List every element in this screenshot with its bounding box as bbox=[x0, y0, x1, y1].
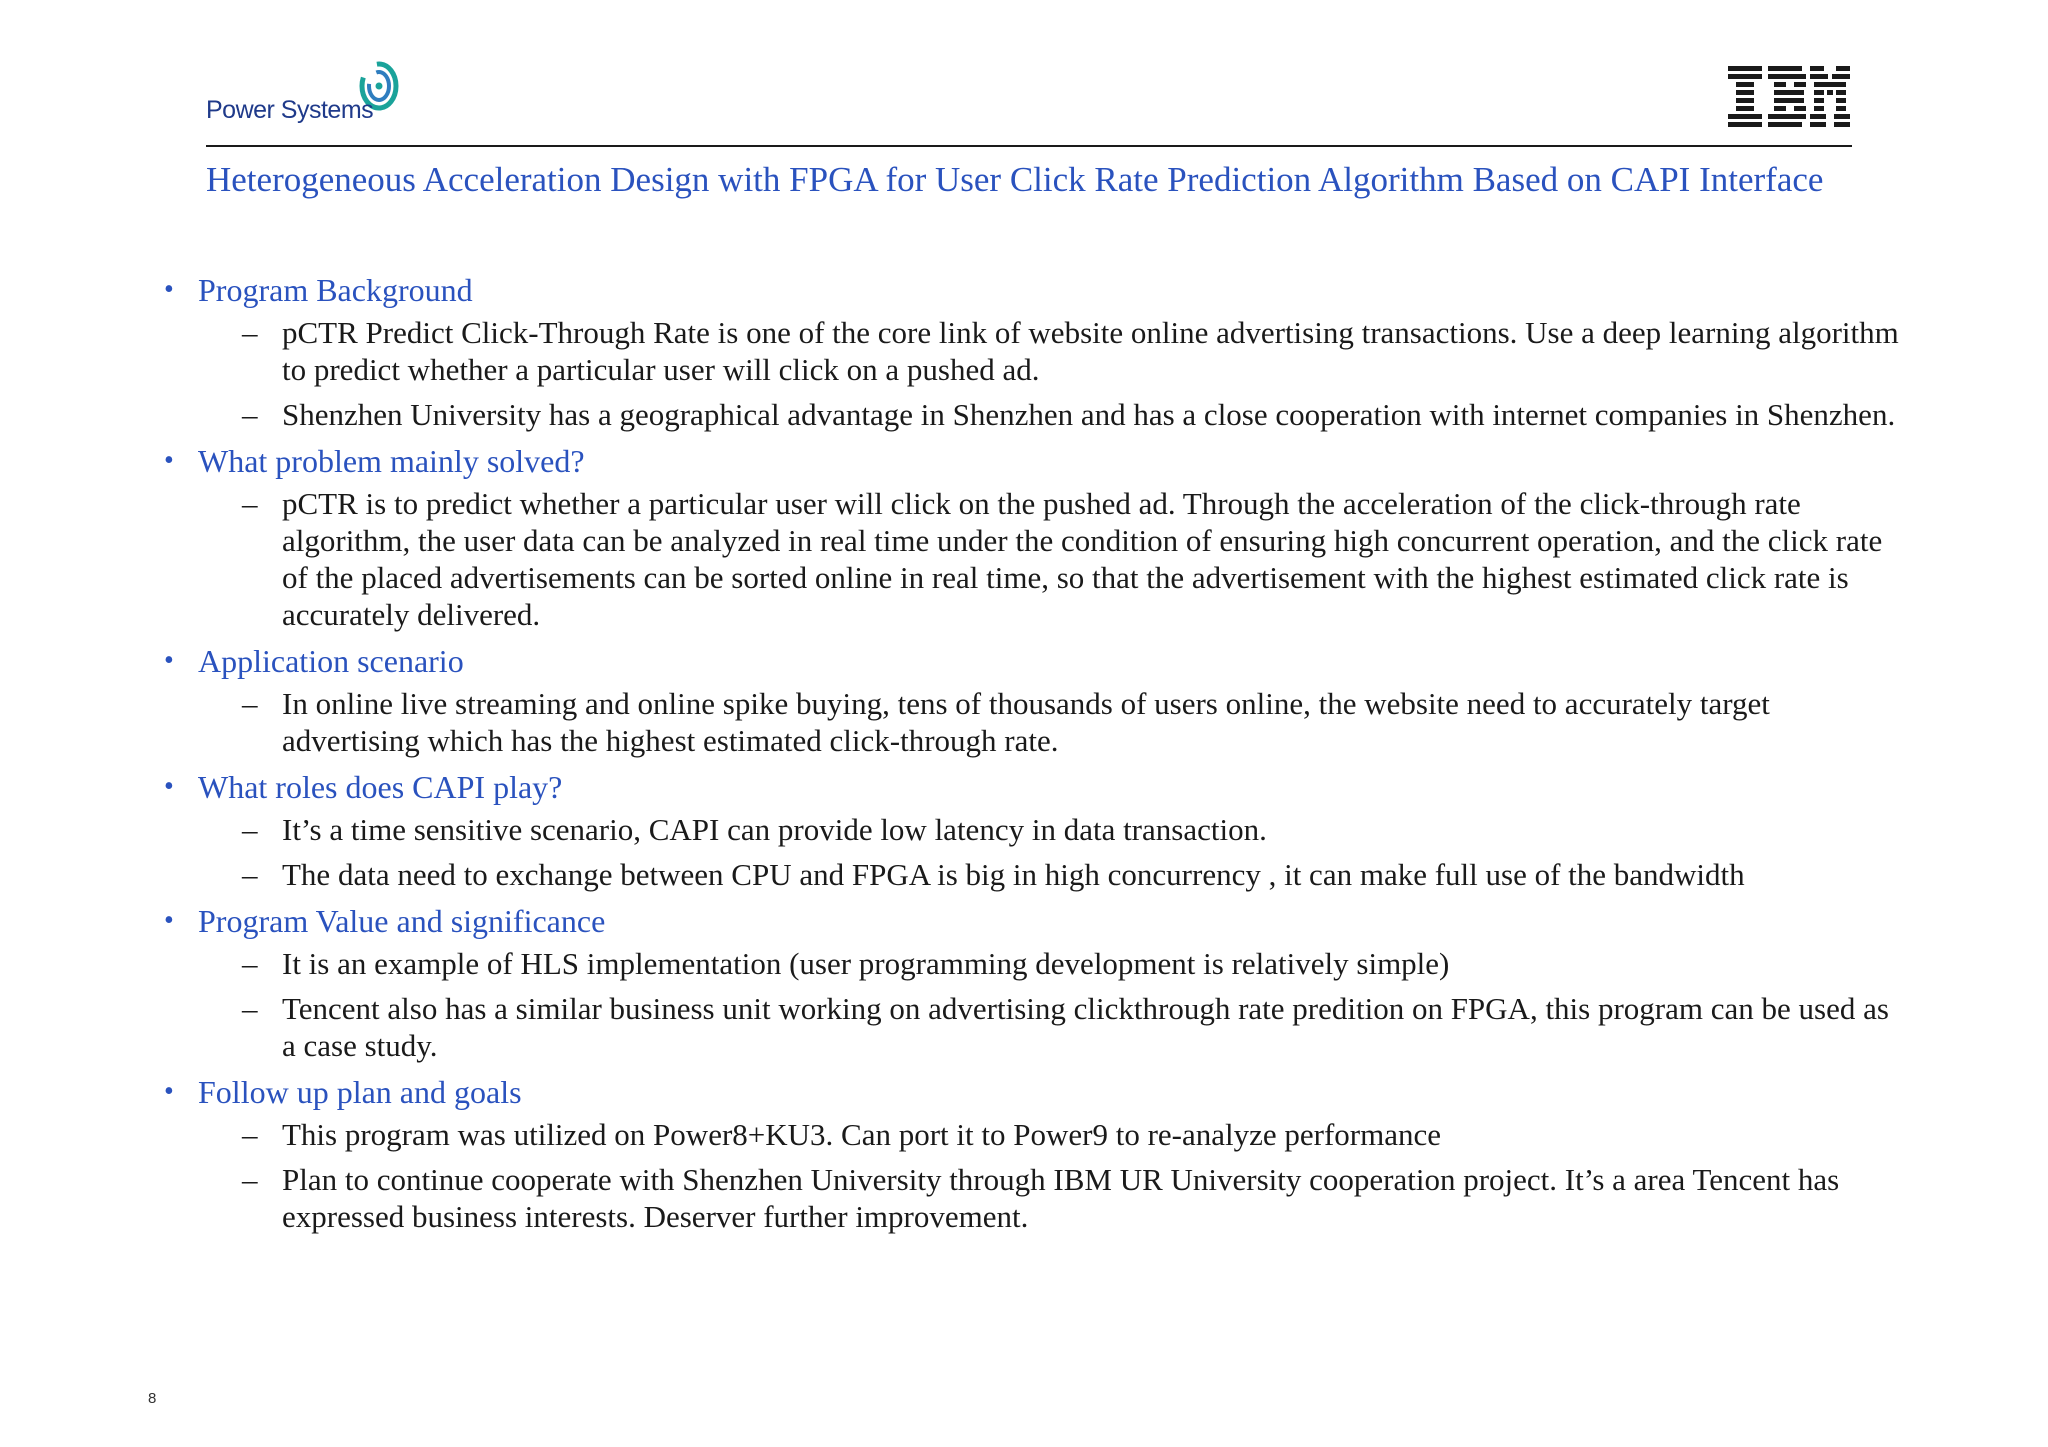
list-item-text: pCTR Predict Click-Through Rate is one of the core link of website online advertising transactions. Use a deep learning algorithm to predict whether a particular user will click on a pushed ad. bbox=[282, 315, 1899, 387]
list-item bbox=[160, 811, 1900, 848]
bullet-icon: • bbox=[164, 1076, 174, 1107]
section-heading bbox=[160, 767, 1900, 807]
dash-icon: – bbox=[242, 486, 258, 521]
list-item-text: Tencent also has a similar business unit working on advertising clickthrough rate predition on FPGA, this program can be used as a case study. bbox=[282, 991, 1889, 1063]
list-item-text: pCTR is to predict whether a particular user will click on the pushed ad. Through the acceleration of the click-through rate algorithm, the user data can be analyzed in real time under the condition of ensuring high concurrent operation, and the click rate of the placed advertisements can be sorted online in real time, so that the advertisement with the highest estimated click rate is accurately delivered. bbox=[282, 486, 1883, 632]
list-item bbox=[160, 314, 1900, 388]
list-item bbox=[160, 396, 1900, 433]
section-program-value bbox=[160, 901, 1900, 1064]
list-item-text: It is an example of HLS implementation (user programming development is relatively simple) bbox=[282, 946, 1450, 981]
list-item-text: In online live streaming and online spike buying, tens of thousands of users online, the website need to accurately target advertising which has the highest estimated click-through rate. bbox=[282, 686, 1770, 758]
section-heading bbox=[160, 1072, 1900, 1112]
list-item bbox=[160, 945, 1900, 982]
section-heading bbox=[160, 270, 1900, 310]
list-item bbox=[160, 1116, 1900, 1153]
dash-icon: – bbox=[242, 991, 258, 1026]
list-item-text: Plan to continue cooperate with Shenzhen University through IBM UR University cooperation project. It’s a area Tencent has expressed business interests. Deserver further improvement. bbox=[282, 1162, 1840, 1234]
list-item-text: It’s a time sensitive scenario, CAPI can provide low latency in data transaction. bbox=[282, 812, 1267, 847]
dash-icon: – bbox=[242, 857, 258, 892]
section-heading-text: Program Background bbox=[198, 272, 473, 308]
header-divider bbox=[206, 145, 1852, 147]
list-item-text: Shenzhen University has a geographical advantage in Shenzhen and has a close cooperation with internet companies in Shenzhen. bbox=[282, 397, 1896, 432]
power-systems-logo bbox=[206, 52, 426, 132]
section-follow-up bbox=[160, 1072, 1900, 1235]
section-heading bbox=[160, 641, 1900, 681]
ibm-logo bbox=[1728, 66, 1850, 128]
list-item-text: This program was utilized on Power8+KU3. Can port it to Power9 to re-analyze performance bbox=[282, 1117, 1441, 1152]
page-number: 8 bbox=[148, 1390, 157, 1407]
list-item bbox=[160, 685, 1900, 759]
section-heading-text: Program Value and significance bbox=[198, 903, 606, 939]
dash-icon: – bbox=[242, 686, 258, 721]
bullet-icon: • bbox=[164, 905, 174, 936]
section-application-scenario bbox=[160, 641, 1900, 759]
section-capi-roles bbox=[160, 767, 1900, 893]
bullet-icon: • bbox=[164, 274, 174, 305]
bullet-icon: • bbox=[164, 445, 174, 476]
dash-icon: – bbox=[242, 1162, 258, 1197]
section-heading-text: Application scenario bbox=[198, 643, 464, 679]
dash-icon: – bbox=[242, 397, 258, 432]
list-item bbox=[160, 1161, 1900, 1235]
list-item bbox=[160, 856, 1900, 893]
section-problem-solved bbox=[160, 441, 1900, 633]
dash-icon: – bbox=[242, 315, 258, 350]
dash-icon: – bbox=[242, 946, 258, 981]
bullet-icon: • bbox=[164, 771, 174, 802]
list-item bbox=[160, 990, 1900, 1064]
list-item-text: The data need to exchange between CPU and FPGA is big in high concurrency , it can make full use of the bandwidth bbox=[282, 857, 1745, 892]
section-heading-text: Follow up plan and goals bbox=[198, 1074, 522, 1110]
dash-icon: – bbox=[242, 1117, 258, 1152]
bullet-icon: • bbox=[164, 645, 174, 676]
brand-text: Power Systems bbox=[206, 96, 374, 124]
slide-content bbox=[160, 270, 1900, 1243]
page-title: Heterogeneous Acceleration Design with FPGA for User Click Rate Prediction Algorithm Based on CAPI Interface bbox=[206, 160, 1824, 199]
section-heading bbox=[160, 901, 1900, 941]
section-heading-text: What problem mainly solved? bbox=[198, 443, 585, 479]
dash-icon: – bbox=[242, 812, 258, 847]
list-item bbox=[160, 485, 1900, 633]
section-program-background bbox=[160, 270, 1900, 433]
section-heading bbox=[160, 441, 1900, 481]
section-heading-text: What roles does CAPI play? bbox=[198, 769, 563, 805]
